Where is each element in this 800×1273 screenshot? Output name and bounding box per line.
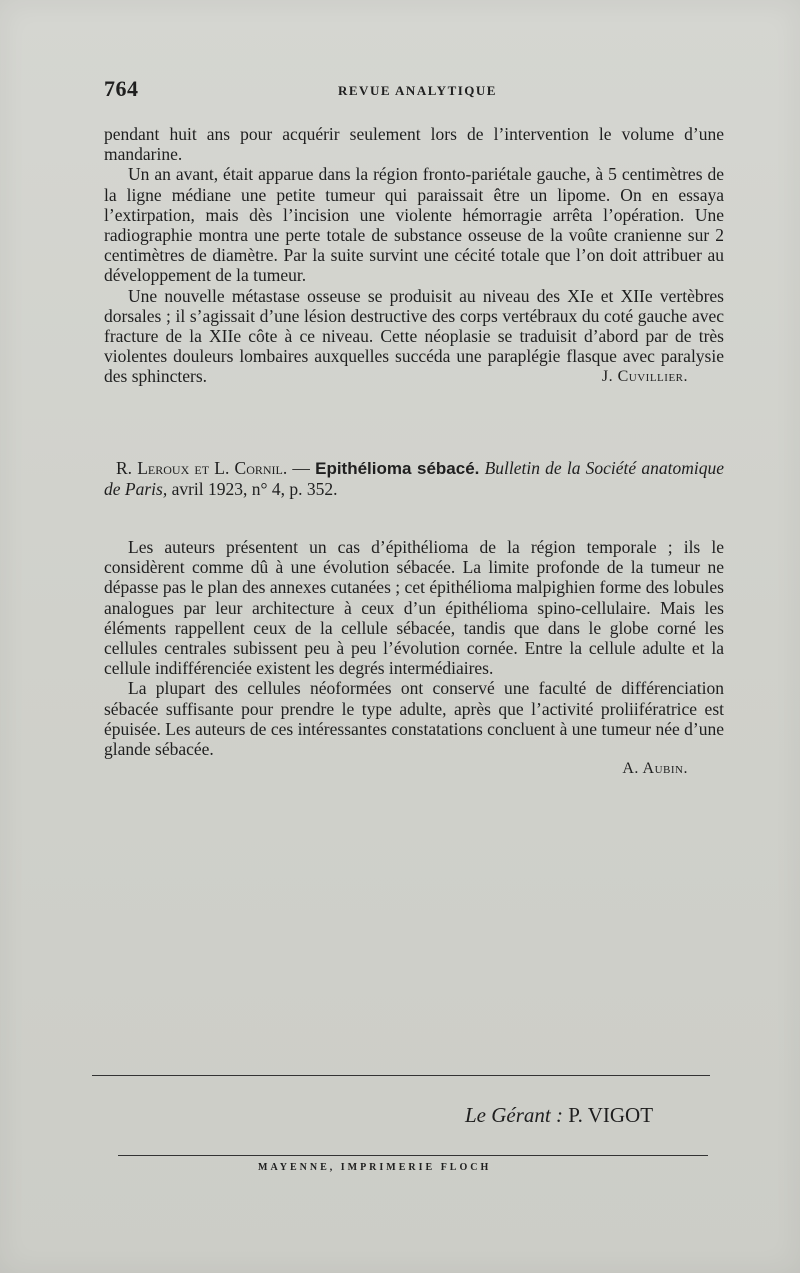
citation-authors: R. Leroux et L. Cornil. — [116,458,310,478]
citation-title: Epithélioma sébacé. [315,459,480,478]
printer-imprint: MAYENNE, IMPRIMERIE FLOCH [258,1162,492,1173]
article-1-paragraph: Un an avant, était apparue dans la région fronto-pariétale gauche, à 5 centimètres de la ligne médiane une petite tumeur qui paraissait être un lipome. On en essaya l’extirpation, mais dès l’incision une violente hémorragie arrêta l’opération. Une radiographie montra une perte totale de substance osseuse de la voûte cranienne sur 2 centimètres de diamètre. Par la suite survint une cécité totale que l’on doit attribuer au développement de la tumeur. [104,164,724,286]
gerant-name: P. VIGOT [568,1103,654,1127]
page-header [104,76,724,104]
citation-journal: Bulletin de la Société anatomique de Paris, [104,458,724,499]
article-1-signature: J. Cuvillier. [601,367,688,385]
article-2-paragraph: Les auteurs présentent un cas d’épithélioma de la région temporale ; ils le considèrent comme dû à une évolution sébacée. La limite profonde de la tumeur ne dépasse pas le plan des annexes cutanées ; cet épithélioma malpighien forme des lobules analogues par leur architecture à ceux d’un épithélioma spino-cellulaire. Mais les éléments rappellent ceux de la cellule sébacée, tandis que dans le globe corné les cellules centrales subissent peu à peu l’évolution cornée. Entre la cellule adulte et la cellule indifférenciée existent les degrés intermédiaires. [104,537,724,679]
citation-line [104,458,724,500]
article-2-body [104,537,724,795]
running-title: REVUE ANALYTIQUE [338,83,497,98]
citation-reference: avril 1923, n° 4, p. 352. [171,479,338,499]
page-number: 764 [104,76,139,101]
article-1-paragraph: Une nouvelle métastase osseuse se produisit au niveau des XIe et XIIe vertèbres dorsales ; il s’agissait d’une lésion destructive des corps vertébraux du coté gauche avec fracture de la XIIe côte à ce niveau. Cette néoplasie se traduisit d’abord par de très violentes douleurs lombaires auxquelles succéda une paraplégie flasque avec paralysie des sphincters. [104,285,724,387]
article-2-citation [104,458,724,500]
article-2-paragraph: La plupart des cellules néoformées ont conservé une faculté de différenciation sébacée suffisante pour prendre le type adulte, après que l’activité proliifératrice est épuisée. Les auteurs de ces intéressantes constatations concluent à une tumeur née d’une glande sébacée. [104,678,724,760]
divider [92,1075,710,1076]
gerant-label: Le Gérant : [465,1103,563,1127]
gerant-line [465,1103,653,1128]
article-2-signature: A. Aubin. [622,760,688,778]
article-1-paragraph: pendant huit ans pour acquérir seulement lors de l’intervention le volume d’une mandarine. [104,124,724,165]
article-1-body [104,124,724,403]
divider [118,1155,708,1156]
